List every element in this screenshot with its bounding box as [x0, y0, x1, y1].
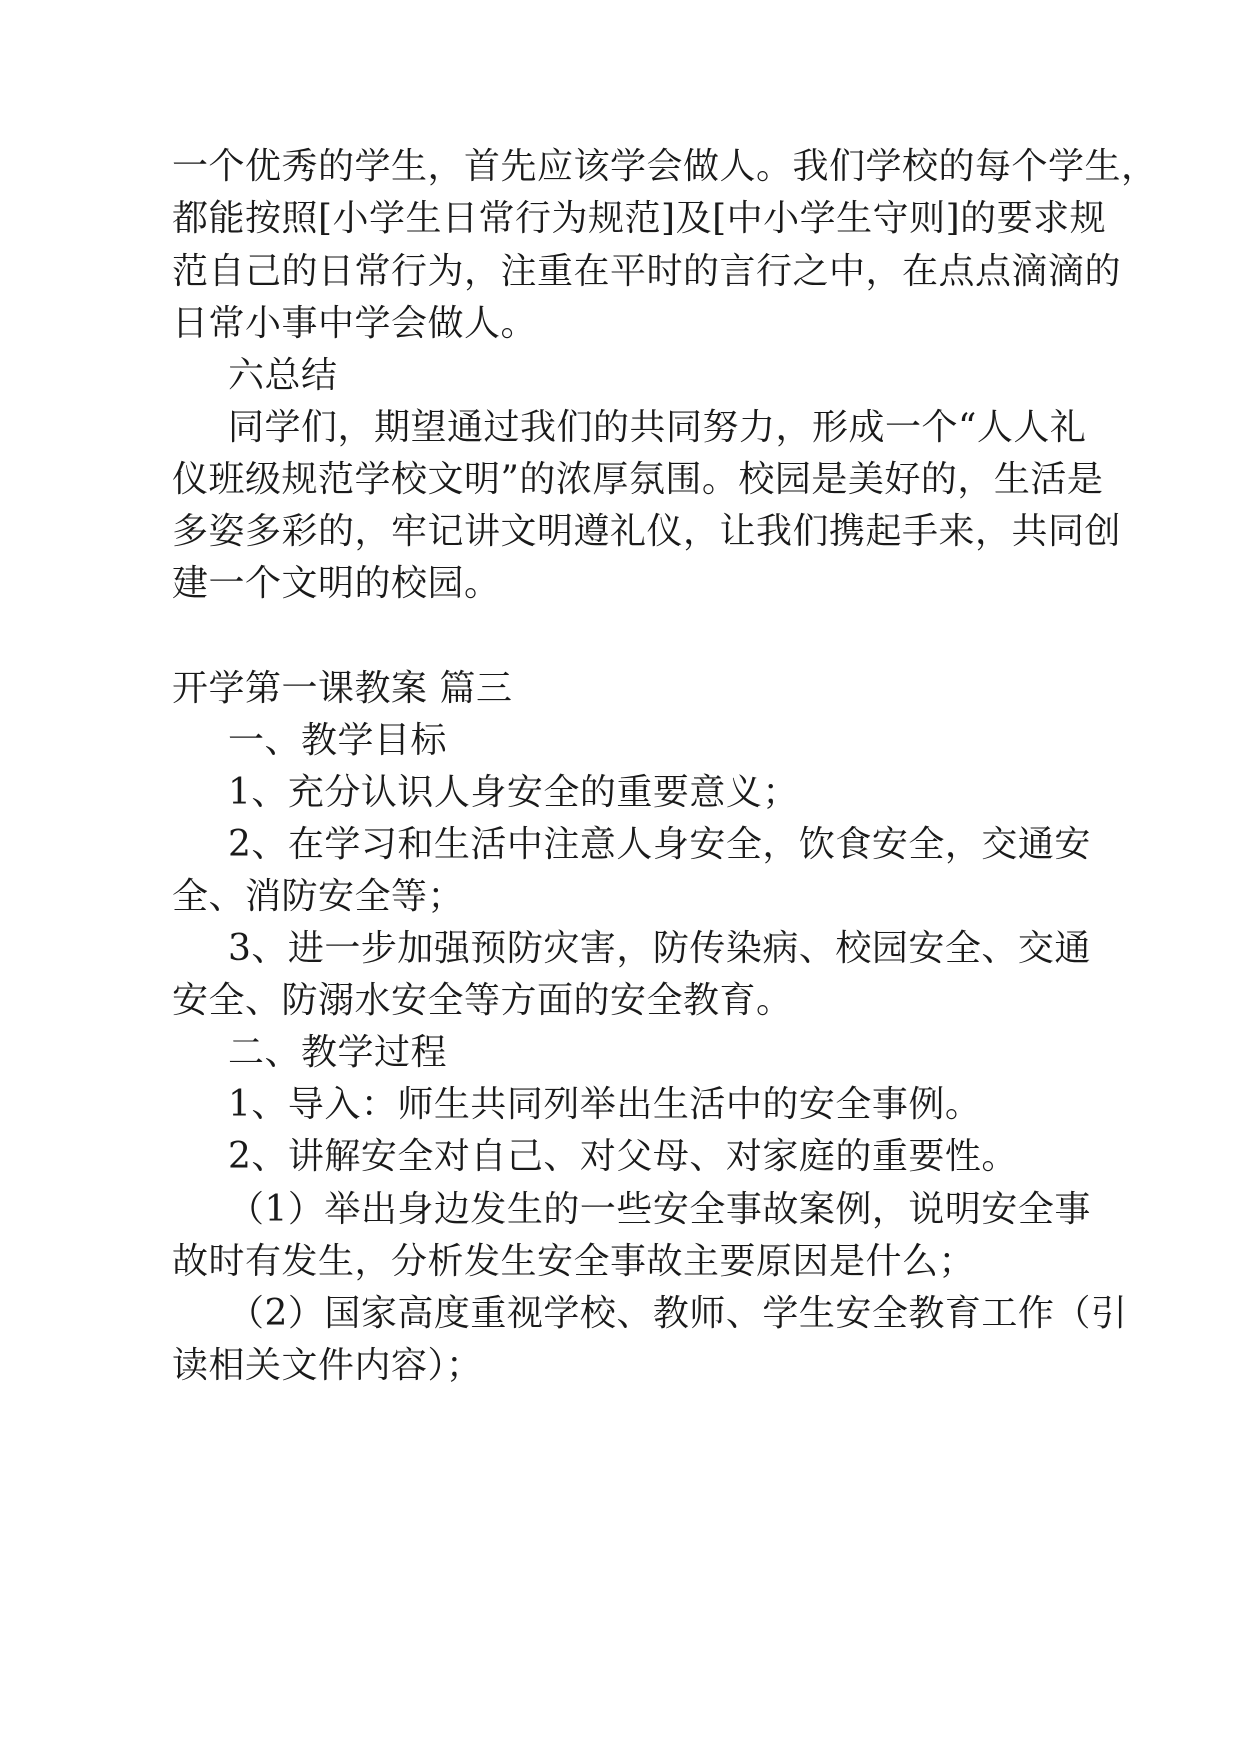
list-item: 1、导入：师生共同列举出生活中的安全事例。	[228, 1084, 982, 1125]
list-item: 2、在学习和生活中注意人身安全，饮食安全，交通安	[228, 824, 1091, 865]
list-item-continuation: 安全、防溺水安全等方面的安全教育。	[172, 980, 793, 1021]
paragraph-line: 一个优秀的学生，首先应该学会做人。我们学校的每个学生，	[172, 146, 1158, 187]
list-item: 3、进一步加强预防灾害，防传染病、校园安全、交通	[228, 928, 1091, 969]
section-heading: 二、教学过程	[228, 1032, 448, 1073]
paragraph-line: 多姿多彩的，牢记讲文明遵礼仪，让我们携起手来，共同创	[172, 511, 1122, 552]
paragraph-line: 日常小事中学会做人。	[172, 303, 538, 344]
sub-list-item: （2）国家高度重视学校、教师、学生安全教育工作（引	[228, 1293, 1128, 1334]
list-item: 1、充分认识人身安全的重要意义；	[228, 772, 799, 813]
list-item-continuation: 全、消防安全等；	[172, 876, 465, 917]
section-heading: 六总结	[228, 355, 338, 396]
paragraph-line: 范自己的日常行为，注重在平时的言行之中，在点点滴滴的	[172, 251, 1122, 292]
list-item: 2、讲解安全对自己、对父母、对家庭的重要性。	[228, 1136, 1018, 1177]
sub-list-item-continuation: 读相关文件内容）；	[172, 1345, 483, 1386]
paragraph-line: 都能按照[小学生日常行为规范]及[中小学生守则]的要求规	[172, 198, 1107, 239]
sub-list-item-continuation: 故时有发生，分析发生安全事故主要原因是什么；	[172, 1241, 976, 1282]
paragraph-line: 建一个文明的校园。	[172, 563, 501, 604]
section-heading: 一、教学目标	[228, 720, 448, 761]
paragraph-line: 仪班级规范学校文明”的浓厚氛围。校园是美好的，生活是	[172, 459, 1104, 500]
paragraph-line: 同学们，期望通过我们的共同努力，形成一个“人人礼	[228, 407, 1087, 448]
sub-list-item: （1）举出身边发生的一些安全事故案例，说明安全事	[228, 1189, 1091, 1230]
document-title: 开学第一课教案 篇三	[172, 668, 513, 709]
